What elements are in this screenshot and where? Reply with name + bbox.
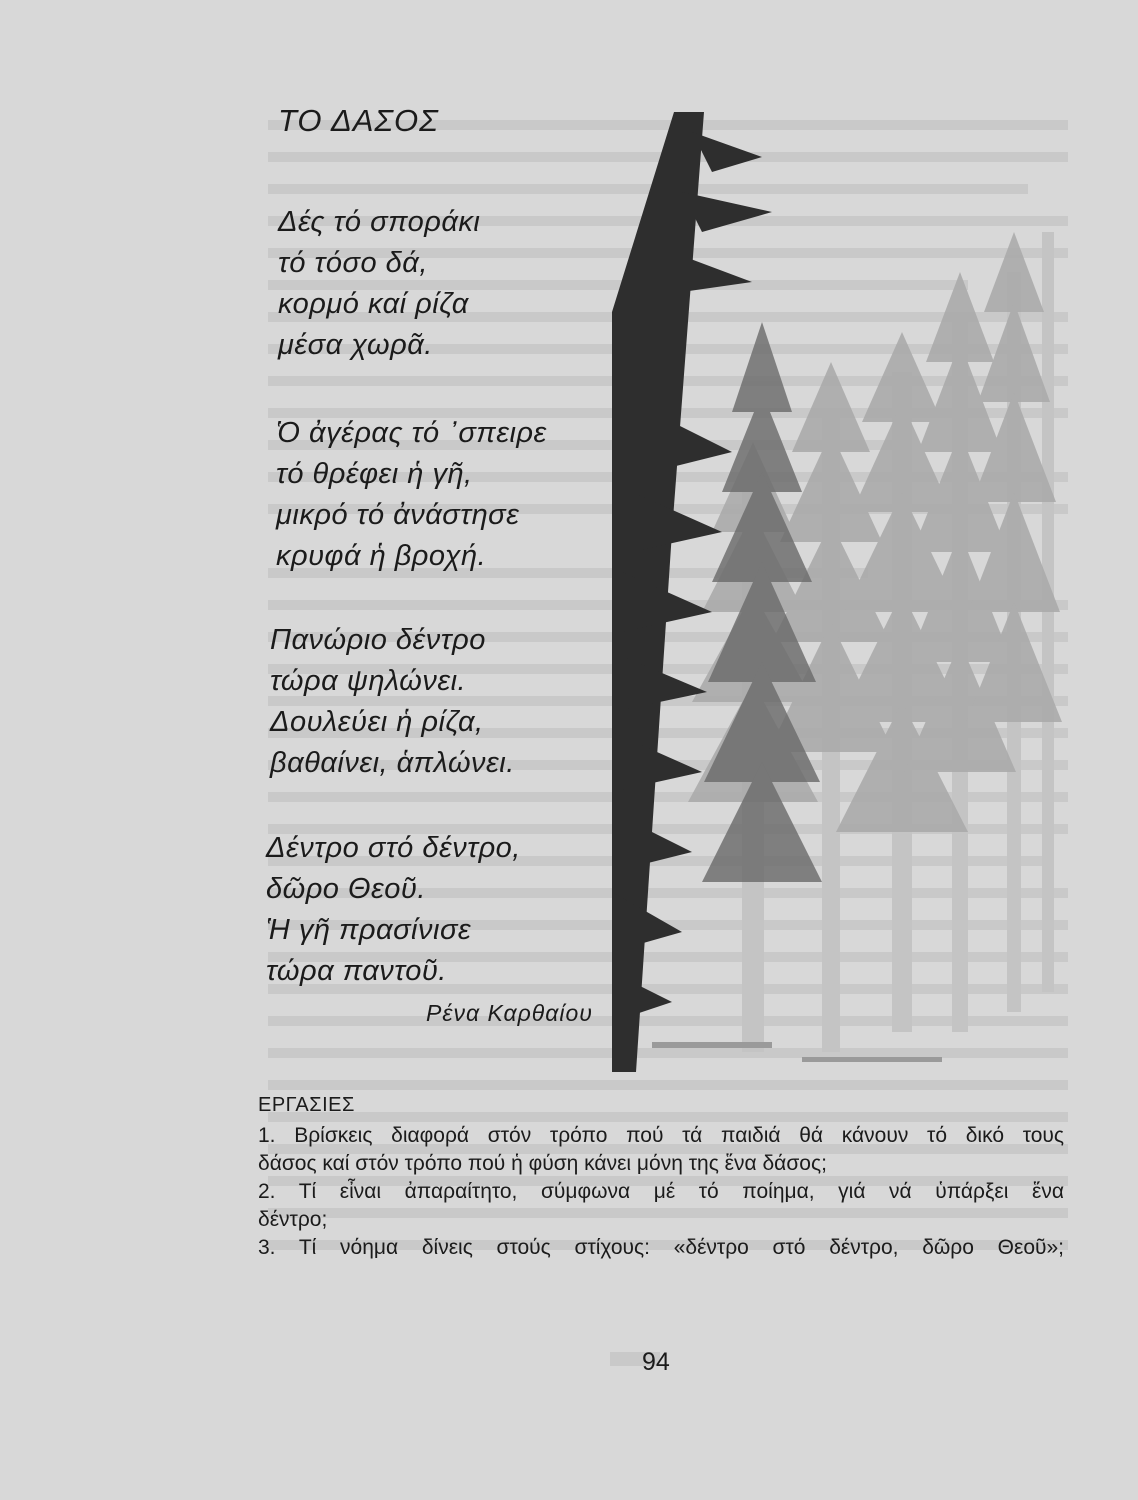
poem-line: τό τόσο δά, [278, 247, 428, 279]
poem-line: τό θρέφει ἡ γῆ, [276, 458, 473, 490]
poem-stanza-2 [276, 413, 547, 577]
exercise-question-line: 2. Τί εἶναι ἀπαραίτητο, σύμφωνα μέ τό ποίημα, γιά νά ὑπάρξει ἕνα [258, 1180, 1064, 1203]
poem-stanza-4 [266, 828, 521, 992]
exercise-question-line: 3. Τί νόημα δίνεις στούς στίχους: «δέντρο στό δέντρο, δῶρο Θεοῦ»; [258, 1236, 1064, 1259]
poem-line: Ὁ ἀγέρας τό ᾽σπειρε [276, 417, 547, 449]
page-number: 94 [642, 1348, 670, 1376]
poem-line: τώρα παντοῦ. [266, 955, 447, 987]
poem-line: Δές τό σποράκι [278, 206, 481, 238]
poem-author: Ρένα Καρθαίου [426, 1000, 593, 1026]
poem-line: κορμό καί ρίζα [278, 288, 469, 320]
poem-stanza-3 [270, 620, 515, 784]
exercises-heading: ΕΡΓΑΣΙΕΣ [258, 1094, 355, 1116]
ground-strokes [652, 1042, 942, 1062]
exercise-question-line: δάσος καί στόν τρόπο πού ἡ φύση κάνει μόνη της ἕνα δάσος; [258, 1152, 827, 1175]
poem-line: μικρό τό ἀνάστησε [276, 499, 520, 531]
poem-line: δῶρο Θεοῦ. [266, 873, 426, 905]
forest-trees-icon [612, 112, 1072, 1080]
poem-line: κρυφά ἡ βροχή. [276, 540, 487, 572]
poem-line: μέσα χωρᾶ. [278, 329, 433, 361]
poem-line: βαθαίνει, ἁπλώνει. [270, 747, 515, 779]
exercise-question-line: δέντρο; [258, 1208, 328, 1231]
poem-title: ΤΟ ΔΑΣΟΣ [278, 103, 439, 138]
poem-line: Ἡ γῆ πρασίνισε [266, 914, 472, 946]
poem-line: Πανώριο δέντρο [270, 624, 486, 656]
poem-stanza-1 [278, 202, 480, 366]
exercise-question-line: 1. Βρίσκεις διαφορά στόν τρόπο πού τά παιδιά θά κάνουν τό δικό τους [258, 1124, 1064, 1147]
poem-line: τώρα ψηλώνει. [270, 665, 467, 697]
exercises-section [258, 1093, 1064, 1263]
poem-line: Δέντρο στό δέντρο, [266, 832, 521, 864]
poem-line: Δουλεύει ἡ ρίζα, [270, 706, 484, 738]
